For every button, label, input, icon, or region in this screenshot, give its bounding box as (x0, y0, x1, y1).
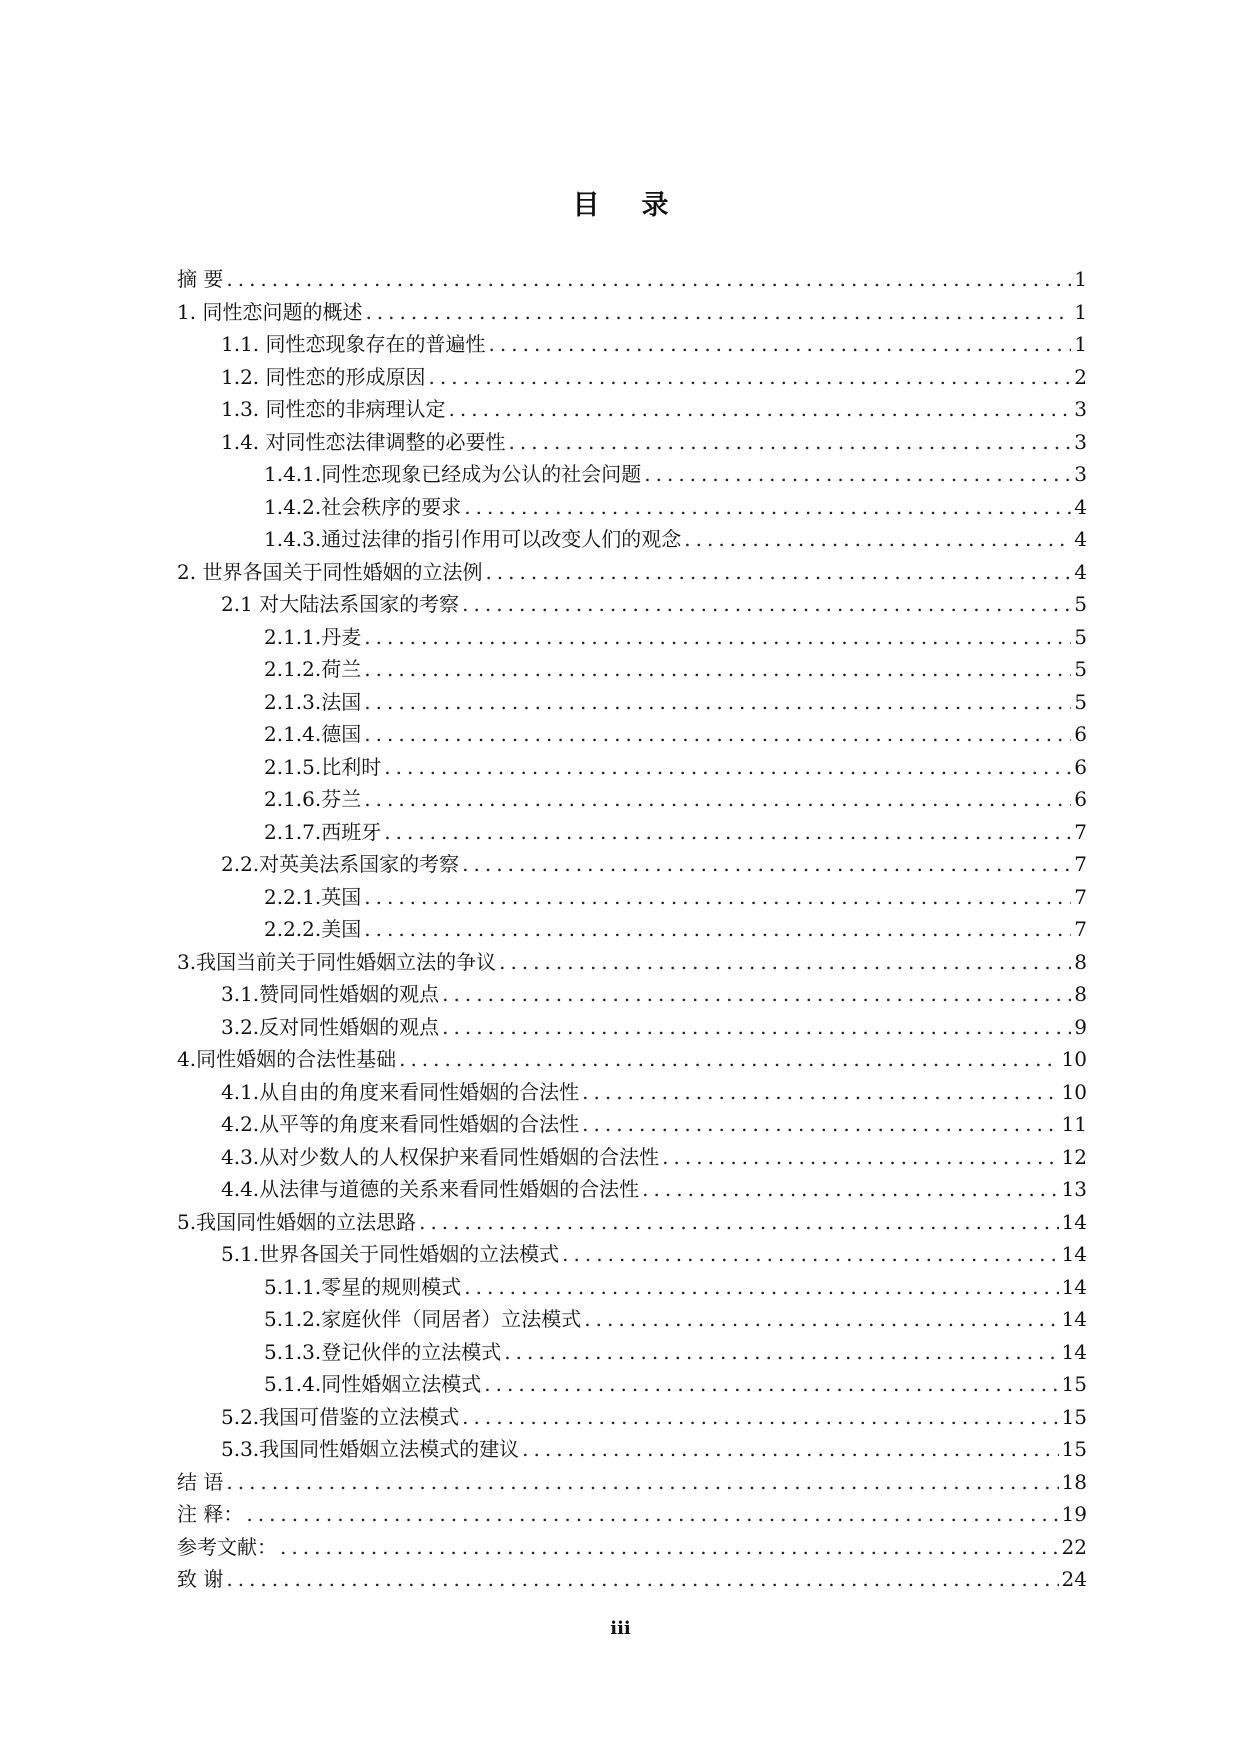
toc-entry-page: 14 (1061, 1339, 1087, 1364)
toc-leader-dots (644, 458, 1071, 491)
toc-entry-label: 2.2.1.英国 (264, 884, 362, 909)
toc-entry-label: 2.1 对大陆法系国家的考察 (221, 592, 460, 616)
toc-entry-label: 2. 世界各国关于同性婚姻的立法例 (177, 559, 483, 584)
toc-entry-label: 5.2.我国可借鉴的立法模式 (221, 1404, 460, 1429)
toc-leader-dots (509, 426, 1072, 459)
toc-entry[interactable] (177, 1303, 1087, 1336)
toc-entry[interactable] (177, 491, 1087, 524)
toc-leader-dots (522, 1433, 1058, 1466)
toc-entry-label: 3.我国当前关于同性婚姻立法的争议 (177, 949, 497, 974)
toc-entry-page: 10 (1061, 1079, 1087, 1104)
toc-entry-label: 5.1.2.家庭伙伴（同居者）立法模式 (264, 1307, 582, 1331)
toc-entry-label: 5.1.1.零星的规则模式 (264, 1274, 462, 1299)
toc-leader-dots (582, 1076, 1058, 1109)
toc-entry-page: 14 (1061, 1209, 1087, 1234)
toc-entry-label: 5.3.我国同性婚姻立法模式的建议 (221, 1437, 520, 1461)
toc-entry[interactable] (177, 1238, 1087, 1271)
toc-entry[interactable] (177, 1108, 1087, 1141)
toc-entry-page: 4 (1074, 559, 1087, 584)
toc-entry[interactable] (177, 1336, 1087, 1369)
toc-entry-label: 1.4.3.通过法律的指引作用可以改变人们的观念 (264, 527, 682, 551)
toc-leader-dots (504, 1336, 1058, 1369)
toc-leader-dots (226, 1466, 1058, 1499)
toc-leader-dots (499, 946, 1071, 979)
toc-entry-label: 1.4.1.同性恋现象已经成为公认的社会问题 (264, 462, 642, 486)
toc-leader-dots (384, 751, 1071, 784)
toc-entry-page: 4 (1074, 494, 1087, 519)
toc-entry-label: 4.4.从法律与道德的关系来看同性婚姻的合法性 (221, 1177, 640, 1201)
toc-entry-page: 5 (1074, 592, 1087, 616)
toc-entry[interactable] (177, 1498, 1087, 1531)
toc-entry-label: 5.1.4.同性婚姻立法模式 (264, 1372, 482, 1396)
toc-entry-page: 7 (1074, 852, 1087, 876)
toc-entry-page: 8 (1074, 949, 1087, 974)
toc-entry[interactable] (177, 1433, 1087, 1466)
toc-leader-dots (364, 881, 1071, 914)
toc-leader-dots (462, 1401, 1058, 1434)
toc-leader-dots (399, 1043, 1058, 1076)
toc-leader-dots (449, 393, 1072, 426)
toc-entry-label: 5.我国同性婚姻的立法思路 (177, 1209, 417, 1234)
toc-entry-page: 24 (1061, 1567, 1087, 1591)
toc-entry[interactable] (177, 881, 1087, 914)
toc-entry-label: 4.1.从自由的角度来看同性婚姻的合法性 (221, 1079, 580, 1104)
toc-entry-label: 5.1.3.登记伙伴的立法模式 (264, 1339, 502, 1364)
toc-entry-page: 14 (1061, 1307, 1087, 1331)
toc-leader-dots (582, 1108, 1058, 1141)
toc-entry-label: 2.1.7.西班牙 (264, 819, 382, 844)
toc-entry-label: 1.1. 同性恋现象存在的普遍性 (221, 332, 486, 356)
toc-entry-page: 5 (1074, 689, 1087, 714)
toc-leader-dots (462, 848, 1071, 881)
toc-entry-label: 2.1.2.荷兰 (264, 657, 362, 681)
toc-leader-dots (226, 1563, 1058, 1596)
toc-entry-page: 15 (1061, 1372, 1087, 1396)
toc-entry-label: 1.4.2.社会秩序的要求 (264, 494, 462, 519)
toc-leader-dots (464, 491, 1071, 524)
toc-entry-page: 14 (1061, 1242, 1087, 1266)
toc-leader-dots (485, 556, 1071, 589)
toc-leader-dots (442, 978, 1071, 1011)
toc-entry[interactable] (177, 946, 1087, 979)
table-of-contents (177, 263, 1087, 1596)
toc-entry[interactable] (177, 1173, 1087, 1206)
toc-leader-dots (280, 1531, 1059, 1564)
toc-entry-page: 7 (1074, 917, 1087, 941)
toc-entry-page: 15 (1061, 1437, 1087, 1461)
page-title: 目录 (572, 190, 711, 221)
toc-leader-dots (364, 653, 1071, 686)
toc-entry-page: 11 (1061, 1112, 1087, 1136)
toc-entry-label: 4.3.从对少数人的人权保护来看同性婚姻的合法性 (221, 1144, 660, 1169)
toc-leader-dots (462, 588, 1071, 621)
toc-entry[interactable] (177, 848, 1087, 881)
toc-entry[interactable] (177, 263, 1087, 296)
toc-entry-page: 2 (1074, 364, 1087, 389)
toc-entry[interactable] (177, 588, 1087, 621)
toc-entry[interactable] (177, 1043, 1087, 1076)
toc-leader-dots (384, 816, 1071, 849)
toc-entry-page: 22 (1061, 1534, 1087, 1559)
toc-leader-dots (584, 1303, 1058, 1336)
toc-entry-label: 3.2.反对同性婚姻的观点 (221, 1014, 440, 1039)
toc-leader-dots (365, 296, 1071, 329)
toc-entry[interactable] (177, 1401, 1087, 1434)
toc-entry[interactable] (177, 556, 1087, 589)
toc-entry-label: 5.1.世界各国关于同性婚姻的立法模式 (221, 1242, 560, 1266)
toc-leader-dots (642, 1173, 1058, 1206)
toc-entry-page: 1 (1074, 332, 1087, 356)
toc-entry[interactable] (177, 783, 1087, 816)
toc-entry[interactable] (177, 913, 1087, 946)
toc-entry-page: 3 (1074, 462, 1087, 486)
toc-entry-label: 2.1.6.芬兰 (264, 787, 362, 811)
toc-entry[interactable] (177, 1141, 1087, 1174)
toc-entry[interactable] (177, 328, 1087, 361)
toc-entry-page: 7 (1074, 819, 1087, 844)
toc-entry[interactable] (177, 1531, 1087, 1564)
toc-entry-label: 2.2.对英美法系国家的考察 (221, 852, 460, 876)
toc-entry-page: 5 (1074, 624, 1087, 649)
toc-entry-page: 10 (1061, 1047, 1087, 1071)
toc-entry-label: 2.1.5.比利时 (264, 754, 382, 779)
toc-leader-dots (662, 1141, 1058, 1174)
toc-entry-label: 1. 同性恋问题的概述 (177, 299, 363, 324)
toc-entry-page: 5 (1074, 657, 1087, 681)
toc-entry-label: 致 谢 (177, 1567, 224, 1591)
toc-leader-dots (464, 1271, 1058, 1304)
toc-entry-page: 6 (1074, 722, 1087, 746)
toc-entry[interactable] (177, 751, 1087, 784)
toc-entry-page: 6 (1074, 787, 1087, 811)
toc-leader-dots (484, 1368, 1058, 1401)
toc-entry-label: 4.同性婚姻的合法性基础 (177, 1047, 397, 1071)
toc-entry-page: 19 (1061, 1502, 1087, 1526)
toc-leader-dots (562, 1238, 1058, 1271)
toc-entry-label: 2.1.1.丹麦 (264, 624, 362, 649)
toc-entry[interactable] (177, 1563, 1087, 1596)
toc-entry-label: 摘 要 (177, 267, 224, 291)
toc-leader-dots (442, 1011, 1071, 1044)
toc-entry-page: 1 (1074, 267, 1087, 291)
toc-entry[interactable] (177, 1271, 1087, 1304)
toc-entry-page: 12 (1061, 1144, 1087, 1169)
toc-entry-page: 7 (1074, 884, 1087, 909)
toc-entry-label: 3.1.赞同同性婚姻的观点 (221, 982, 440, 1006)
toc-entry[interactable] (177, 718, 1087, 751)
toc-entry-label: 参考文献： (177, 1534, 277, 1559)
toc-entry-page: 8 (1074, 982, 1087, 1006)
toc-entry[interactable] (177, 978, 1087, 1011)
toc-leader-dots (226, 263, 1071, 296)
toc-entry-page: 6 (1074, 754, 1087, 779)
toc-entry[interactable] (177, 816, 1087, 849)
toc-leader-dots (489, 328, 1072, 361)
toc-entry-label: 注 释： (177, 1502, 244, 1526)
toc-entry[interactable] (177, 426, 1087, 459)
toc-leader-dots (364, 718, 1071, 751)
toc-entry-label: 2.2.2.美国 (264, 917, 362, 941)
toc-leader-dots (419, 1206, 1058, 1239)
toc-entry-page: 4 (1074, 527, 1087, 551)
toc-entry-page: 14 (1061, 1274, 1087, 1299)
toc-entry[interactable] (177, 1011, 1087, 1044)
toc-entry-page: 9 (1074, 1014, 1087, 1039)
toc-entry-label: 结 语 (177, 1469, 224, 1494)
toc-leader-dots (684, 523, 1071, 556)
toc-entry-page: 15 (1061, 1404, 1087, 1429)
toc-entry[interactable] (177, 296, 1087, 329)
toc-entry[interactable] (177, 523, 1087, 556)
toc-leader-dots (364, 913, 1071, 946)
toc-entry[interactable] (177, 361, 1087, 394)
toc-entry[interactable] (177, 1076, 1087, 1109)
toc-entry[interactable] (177, 653, 1087, 686)
toc-entry[interactable] (177, 1466, 1087, 1499)
toc-entry[interactable] (177, 621, 1087, 654)
toc-entry-label: 2.1.3.法国 (264, 689, 362, 714)
toc-entry-label: 2.1.4.德国 (264, 722, 362, 746)
toc-leader-dots (364, 621, 1071, 654)
toc-entry-label: 1.3. 同性恋的非病理认定 (221, 397, 446, 421)
toc-entry-page: 1 (1074, 299, 1087, 324)
toc-entry[interactable] (177, 458, 1087, 491)
toc-entry-label: 1.4. 对同性恋法律调整的必要性 (221, 429, 506, 454)
toc-leader-dots (364, 686, 1071, 719)
toc-entry-page: 3 (1074, 397, 1087, 421)
toc-entry-page: 13 (1061, 1177, 1087, 1201)
toc-entry-page: 18 (1061, 1469, 1087, 1494)
toc-entry-label: 1.2. 同性恋的形成原因 (221, 364, 426, 389)
toc-leader-dots (246, 1498, 1058, 1531)
toc-entry[interactable] (177, 393, 1087, 426)
page-number: iii (610, 1618, 631, 1639)
toc-leader-dots (364, 783, 1071, 816)
toc-entry-label: 4.2.从平等的角度来看同性婚姻的合法性 (221, 1112, 580, 1136)
toc-entry[interactable] (177, 1368, 1087, 1401)
toc-entry[interactable] (177, 686, 1087, 719)
toc-entry-page: 3 (1074, 429, 1087, 454)
toc-entry[interactable] (177, 1206, 1087, 1239)
toc-leader-dots (429, 361, 1072, 394)
